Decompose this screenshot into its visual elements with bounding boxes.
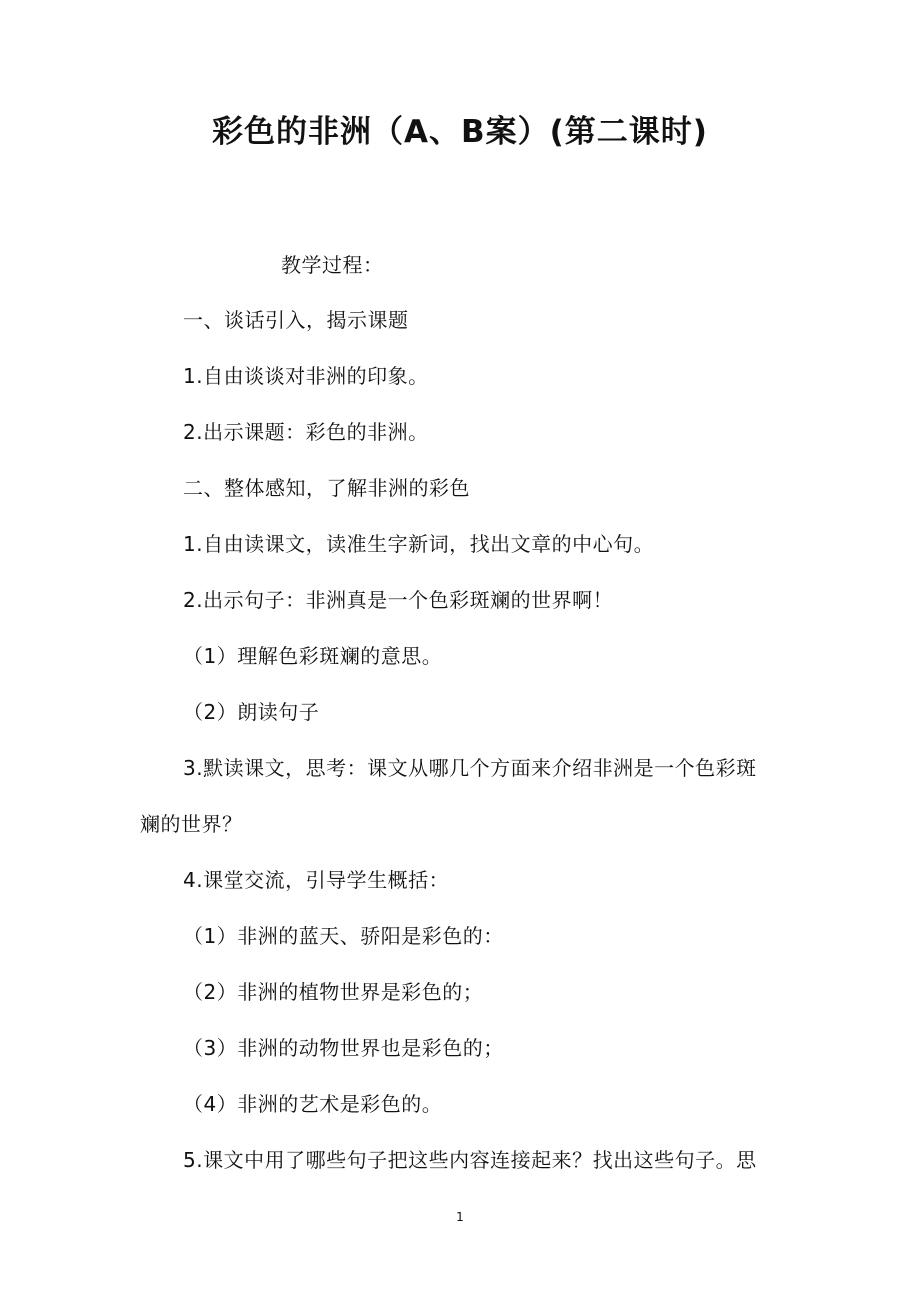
text-line: （4）非洲的艺术是彩色的。: [183, 1092, 443, 1116]
text-line: （1）非洲的蓝天、骄阳是彩色的：: [183, 924, 504, 948]
text-line: 斓的世界？: [140, 812, 243, 836]
text-line: 5.课文中用了哪些句子把这些内容连接起来？找出这些句子。思: [183, 1148, 757, 1172]
text-line: 2.出示课题：彩色的非洲。: [183, 420, 429, 444]
text-line: （2）朗读句子: [183, 700, 320, 724]
page-number: 1: [456, 1210, 464, 1224]
text-line: 3.默读课文，思考：课文从哪几个方面来介绍非洲是一个色彩斑: [183, 756, 757, 780]
text-line: （2）非洲的植物世界是彩色的；: [183, 980, 484, 1004]
text-line: （1）理解色彩斑斓的意思。: [183, 644, 443, 668]
text-line: 1.自由谈谈对非洲的印象。: [183, 364, 429, 388]
text-line: 2.出示句子：非洲真是一个色彩斑斓的世界啊！: [183, 588, 614, 612]
text-line: 4.课堂交流，引导学生概括：: [183, 868, 450, 892]
text-line: 教学过程：: [281, 253, 384, 277]
text-line: 二、整体感知，了解非洲的彩色: [183, 476, 470, 500]
text-line: 一、谈话引入，揭示课题: [183, 308, 409, 332]
document-title: 彩色的非洲（A、B案）(第二课时): [212, 114, 708, 150]
text-line: （3）非洲的动物世界也是彩色的；: [183, 1036, 504, 1060]
text-line: 1.自由读课文，读准生字新词，找出文章的中心句。: [183, 532, 655, 556]
